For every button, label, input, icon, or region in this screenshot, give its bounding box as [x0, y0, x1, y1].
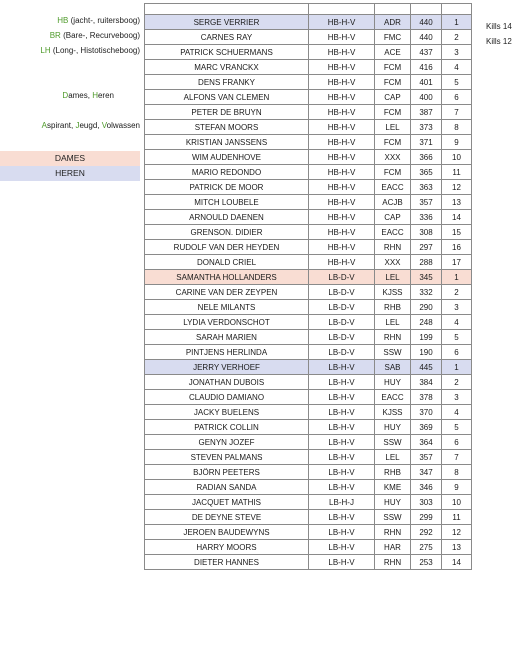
- score-cell: 387: [411, 105, 442, 120]
- rank-cell: 2: [442, 285, 472, 300]
- rank-cell: 10: [442, 495, 472, 510]
- archer-name-cell: NELE MILANTS: [145, 300, 309, 315]
- rank-cell: 14: [442, 555, 472, 570]
- table-row: [145, 480, 472, 495]
- archer-name-cell: GRENSON. DIDIER: [145, 225, 309, 240]
- table-row: [145, 270, 472, 285]
- score-cell: 369: [411, 420, 442, 435]
- club-cell: KJSS: [375, 285, 411, 300]
- legend-age-j: J: [75, 121, 80, 130]
- score-cell: 297: [411, 240, 442, 255]
- legend-age-v: V: [101, 121, 107, 130]
- legend-lh: [40, 46, 140, 55]
- legend-age-j-rest: eugd,: [79, 121, 102, 130]
- club-cell: RHN: [375, 330, 411, 345]
- archer-name-cell: PINTJENS HERLINDA: [145, 345, 309, 360]
- header-cell: [411, 4, 442, 15]
- score-cell: 400: [411, 90, 442, 105]
- score-cell: 364: [411, 435, 442, 450]
- class-cell: HB-H-V: [309, 105, 375, 120]
- club-cell: HUY: [375, 495, 411, 510]
- class-cell: LB-H-V: [309, 420, 375, 435]
- score-cell: 346: [411, 480, 442, 495]
- table-row: [145, 120, 472, 135]
- table-row: [145, 210, 472, 225]
- archer-name-cell: JACKY BUELENS: [145, 405, 309, 420]
- rank-cell: 3: [442, 45, 472, 60]
- class-cell: LB-H-J: [309, 495, 375, 510]
- score-cell: 290: [411, 300, 442, 315]
- table-row: [145, 255, 472, 270]
- rank-cell: 12: [442, 525, 472, 540]
- table-row: [145, 15, 472, 30]
- archer-name-cell: JEROEN BAUDEWYNS: [145, 525, 309, 540]
- rank-cell: 5: [442, 75, 472, 90]
- kills-note-2: Kills 12: [486, 37, 512, 46]
- class-cell: HB-H-V: [309, 225, 375, 240]
- archer-name-cell: SARAH MARIEN: [145, 330, 309, 345]
- legend-lh-text: (Long-, Histotischeboog): [52, 46, 140, 55]
- archer-name-cell: DIETER HANNES: [145, 555, 309, 570]
- class-cell: LB-D-V: [309, 285, 375, 300]
- table-row: [145, 495, 472, 510]
- club-cell: RHN: [375, 240, 411, 255]
- class-cell: HB-H-V: [309, 240, 375, 255]
- rank-cell: 1: [442, 15, 472, 30]
- table-row: [145, 525, 472, 540]
- class-cell: HB-H-V: [309, 60, 375, 75]
- legend-hb-text: (jacht-, ruitersboog): [70, 16, 140, 25]
- legend-age-a: A: [41, 121, 48, 130]
- legend-br: [50, 31, 140, 40]
- table-row: [145, 300, 472, 315]
- class-cell: HB-H-V: [309, 210, 375, 225]
- rank-cell: 2: [442, 30, 472, 45]
- archer-name-cell: PATRICK DE MOOR: [145, 180, 309, 195]
- score-cell: 357: [411, 450, 442, 465]
- club-cell: RHN: [375, 525, 411, 540]
- club-cell: SAB: [375, 360, 411, 375]
- score-cell: 308: [411, 225, 442, 240]
- score-cell: 378: [411, 390, 442, 405]
- table-row: [145, 330, 472, 345]
- table-row: [145, 75, 472, 90]
- results-table: [144, 3, 472, 570]
- club-cell: ACE: [375, 45, 411, 60]
- score-cell: 275: [411, 540, 442, 555]
- table-row: [145, 90, 472, 105]
- rank-cell: 9: [442, 135, 472, 150]
- class-cell: LB-H-V: [309, 405, 375, 420]
- score-cell: 371: [411, 135, 442, 150]
- score-cell: 253: [411, 555, 442, 570]
- archer-name-cell: STEFAN MOORS: [145, 120, 309, 135]
- class-cell: LB-H-V: [309, 435, 375, 450]
- archer-name-cell: STEVEN PALMANS: [145, 450, 309, 465]
- legend-dames-swatch: DAMES: [0, 151, 140, 166]
- table-row: [145, 180, 472, 195]
- score-cell: 370: [411, 405, 442, 420]
- club-cell: HUY: [375, 420, 411, 435]
- archer-name-cell: WIM AUDENHOVE: [145, 150, 309, 165]
- rank-cell: 13: [442, 540, 472, 555]
- class-cell: HB-H-V: [309, 165, 375, 180]
- club-cell: LEL: [375, 270, 411, 285]
- legend-gender: [62, 91, 114, 100]
- rank-cell: 4: [442, 315, 472, 330]
- class-cell: HB-H-V: [309, 75, 375, 90]
- rank-cell: 5: [442, 330, 472, 345]
- rank-cell: 10: [442, 150, 472, 165]
- class-cell: LB-D-V: [309, 300, 375, 315]
- table-row: [145, 375, 472, 390]
- archer-name-cell: GENYN JOZEF: [145, 435, 309, 450]
- rank-cell: 6: [442, 345, 472, 360]
- table-row: [145, 450, 472, 465]
- class-cell: LB-H-V: [309, 465, 375, 480]
- score-cell: 190: [411, 345, 442, 360]
- legend-age-v-rest: olwassen: [106, 121, 140, 130]
- rank-cell: 14: [442, 210, 472, 225]
- table-row: [145, 285, 472, 300]
- rank-cell: 1: [442, 360, 472, 375]
- club-cell: EACC: [375, 390, 411, 405]
- legend-br-abbr: BR: [49, 31, 61, 40]
- class-cell: LB-H-V: [309, 525, 375, 540]
- club-cell: EACC: [375, 180, 411, 195]
- score-cell: 366: [411, 150, 442, 165]
- class-cell: HB-H-V: [309, 15, 375, 30]
- club-cell: CAP: [375, 90, 411, 105]
- table-row: [145, 150, 472, 165]
- club-cell: EACC: [375, 225, 411, 240]
- archer-name-cell: CLAUDIO DAMIANO: [145, 390, 309, 405]
- table-row: [145, 30, 472, 45]
- rank-cell: 7: [442, 105, 472, 120]
- rank-cell: 6: [442, 435, 472, 450]
- archer-name-cell: SAMANTHA HOLLANDERS: [145, 270, 309, 285]
- rank-cell: 8: [442, 120, 472, 135]
- score-cell: 288: [411, 255, 442, 270]
- score-cell: 365: [411, 165, 442, 180]
- club-cell: SSW: [375, 510, 411, 525]
- archer-name-cell: SERGE VERRIER: [145, 15, 309, 30]
- archer-name-cell: ARNOULD DAENEN: [145, 210, 309, 225]
- class-cell: LB-D-V: [309, 315, 375, 330]
- class-cell: HB-H-V: [309, 45, 375, 60]
- rank-cell: 13: [442, 195, 472, 210]
- club-cell: XXX: [375, 150, 411, 165]
- table-row: [145, 105, 472, 120]
- rank-cell: 16: [442, 240, 472, 255]
- score-cell: 347: [411, 465, 442, 480]
- rank-cell: 11: [442, 510, 472, 525]
- club-cell: HAR: [375, 540, 411, 555]
- class-cell: HB-H-V: [309, 30, 375, 45]
- archer-name-cell: HARRY MOORS: [145, 540, 309, 555]
- archer-name-cell: BJÖRN PEETERS: [145, 465, 309, 480]
- legend-gender-d: D: [62, 91, 69, 100]
- table-row: [145, 360, 472, 375]
- class-cell: HB-H-V: [309, 150, 375, 165]
- club-cell: RHB: [375, 300, 411, 315]
- legend-hb: [57, 16, 140, 25]
- club-cell: FCM: [375, 60, 411, 75]
- score-cell: 336: [411, 210, 442, 225]
- table-row: [145, 390, 472, 405]
- rank-cell: 12: [442, 180, 472, 195]
- club-cell: FCM: [375, 75, 411, 90]
- club-cell: LEL: [375, 450, 411, 465]
- table-row: [145, 165, 472, 180]
- archer-name-cell: DONALD CRIEL: [145, 255, 309, 270]
- legend-gender-d-rest: ames,: [68, 91, 93, 100]
- class-cell: LB-H-V: [309, 450, 375, 465]
- archer-name-cell: CARINE VAN DER ZEYPEN: [145, 285, 309, 300]
- archer-name-cell: JERRY VERHOEF: [145, 360, 309, 375]
- table-row: [145, 315, 472, 330]
- class-cell: HB-H-V: [309, 90, 375, 105]
- club-cell: FCM: [375, 105, 411, 120]
- class-cell: LB-D-V: [309, 330, 375, 345]
- rank-cell: 11: [442, 165, 472, 180]
- legend-gender-h-rest: eren: [97, 91, 114, 100]
- archer-name-cell: JONATHAN DUBOIS: [145, 375, 309, 390]
- rank-cell: 3: [442, 390, 472, 405]
- header-cell: [145, 4, 309, 15]
- score-cell: 401: [411, 75, 442, 90]
- score-cell: 357: [411, 195, 442, 210]
- score-cell: 363: [411, 180, 442, 195]
- score-cell: 248: [411, 315, 442, 330]
- class-cell: LB-H-V: [309, 555, 375, 570]
- score-cell: 199: [411, 330, 442, 345]
- club-cell: FCM: [375, 165, 411, 180]
- archer-name-cell: RUDOLF VAN DER HEYDEN: [145, 240, 309, 255]
- class-cell: HB-H-V: [309, 180, 375, 195]
- archer-name-cell: MARC VRANCKX: [145, 60, 309, 75]
- archer-name-cell: DE DEYNE STEVE: [145, 510, 309, 525]
- table-row: [145, 510, 472, 525]
- archer-name-cell: JACQUET MATHIS: [145, 495, 309, 510]
- legend-hb-abbr: HB: [57, 16, 69, 25]
- score-cell: 299: [411, 510, 442, 525]
- score-cell: 332: [411, 285, 442, 300]
- rank-cell: 6: [442, 90, 472, 105]
- class-cell: LB-H-V: [309, 375, 375, 390]
- archer-name-cell: LYDIA VERDONSCHOT: [145, 315, 309, 330]
- table-row: [145, 420, 472, 435]
- class-cell: HB-H-V: [309, 195, 375, 210]
- class-cell: HB-H-V: [309, 255, 375, 270]
- table-row: [145, 555, 472, 570]
- table-row: [145, 465, 472, 480]
- legend-gender-h: H: [92, 91, 98, 100]
- rank-cell: 15: [442, 225, 472, 240]
- class-cell: HB-H-V: [309, 135, 375, 150]
- class-cell: LB-D-V: [309, 345, 375, 360]
- class-cell: LB-H-V: [309, 360, 375, 375]
- score-cell: 345: [411, 270, 442, 285]
- table-row: [145, 225, 472, 240]
- class-cell: LB-D-V: [309, 270, 375, 285]
- archer-name-cell: ALFONS VAN CLEMEN: [145, 90, 309, 105]
- table-row: [145, 345, 472, 360]
- club-cell: LEL: [375, 315, 411, 330]
- class-cell: LB-H-V: [309, 540, 375, 555]
- score-cell: 416: [411, 60, 442, 75]
- score-cell: 440: [411, 15, 442, 30]
- kills-note-1: Kills 14: [486, 22, 512, 31]
- score-cell: 437: [411, 45, 442, 60]
- class-cell: LB-H-V: [309, 480, 375, 495]
- legend-age: [42, 121, 140, 130]
- table-row: [145, 240, 472, 255]
- class-cell: HB-H-V: [309, 120, 375, 135]
- club-cell: HUY: [375, 375, 411, 390]
- archer-name-cell: MITCH LOUBELE: [145, 195, 309, 210]
- table-header-row: [145, 4, 472, 15]
- legend-lh-abbr: LH: [40, 46, 51, 55]
- table-row: [145, 45, 472, 60]
- rank-cell: 4: [442, 60, 472, 75]
- legend-heren-swatch: HEREN: [0, 166, 140, 181]
- rank-cell: 9: [442, 480, 472, 495]
- club-cell: XXX: [375, 255, 411, 270]
- results-table-body: [145, 4, 472, 570]
- club-cell: SSW: [375, 345, 411, 360]
- club-cell: KJSS: [375, 405, 411, 420]
- club-cell: RHN: [375, 555, 411, 570]
- rank-cell: 5: [442, 420, 472, 435]
- score-cell: 384: [411, 375, 442, 390]
- header-cell: [442, 4, 472, 15]
- table-row: [145, 405, 472, 420]
- club-cell: KME: [375, 480, 411, 495]
- archer-name-cell: CARNES RAY: [145, 30, 309, 45]
- rank-cell: 4: [442, 405, 472, 420]
- rank-cell: 7: [442, 450, 472, 465]
- archer-name-cell: RADIAN SANDA: [145, 480, 309, 495]
- archer-name-cell: PATRICK SCHUERMANS: [145, 45, 309, 60]
- table-row: [145, 60, 472, 75]
- rank-cell: 3: [442, 300, 472, 315]
- legend-age-a-rest: spirant,: [47, 121, 76, 130]
- archer-name-cell: MARIO REDONDO: [145, 165, 309, 180]
- club-cell: FCM: [375, 135, 411, 150]
- club-cell: CAP: [375, 210, 411, 225]
- table-row: [145, 540, 472, 555]
- score-cell: 440: [411, 30, 442, 45]
- score-cell: 292: [411, 525, 442, 540]
- score-cell: 445: [411, 360, 442, 375]
- archer-name-cell: KRISTIAN JANSSENS: [145, 135, 309, 150]
- class-cell: LB-H-V: [309, 510, 375, 525]
- header-cell: [375, 4, 411, 15]
- table-row: [145, 435, 472, 450]
- rank-cell: 17: [442, 255, 472, 270]
- rank-cell: 1: [442, 270, 472, 285]
- club-cell: LEL: [375, 120, 411, 135]
- club-cell: FMC: [375, 30, 411, 45]
- score-cell: 373: [411, 120, 442, 135]
- club-cell: ACJB: [375, 195, 411, 210]
- club-cell: SSW: [375, 435, 411, 450]
- archer-name-cell: PETER DE BRUYN: [145, 105, 309, 120]
- archer-name-cell: PATRICK COLLIN: [145, 420, 309, 435]
- rank-cell: 2: [442, 375, 472, 390]
- rank-cell: 8: [442, 465, 472, 480]
- archer-name-cell: DENS FRANKY: [145, 75, 309, 90]
- table-row: [145, 195, 472, 210]
- score-cell: 303: [411, 495, 442, 510]
- legend-br-text: (Bare-, Recurveboog): [63, 31, 140, 40]
- header-cell: [309, 4, 375, 15]
- class-cell: LB-H-V: [309, 390, 375, 405]
- club-cell: ADR: [375, 15, 411, 30]
- table-row: [145, 135, 472, 150]
- club-cell: RHB: [375, 465, 411, 480]
